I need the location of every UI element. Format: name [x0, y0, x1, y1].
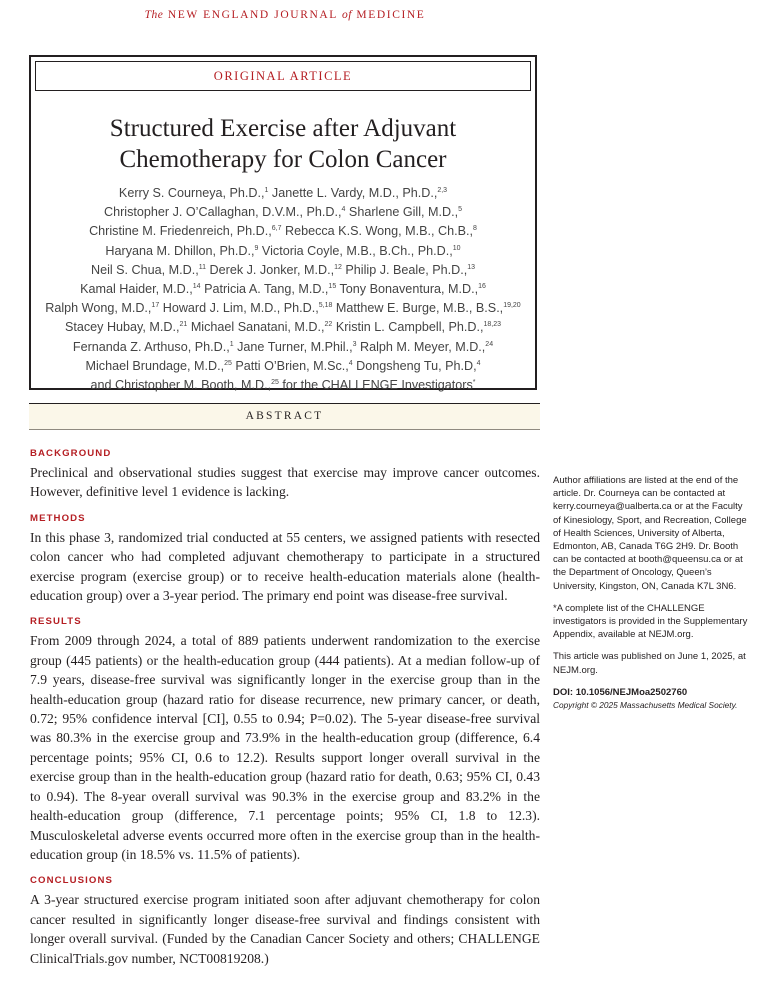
masthead-name-part1: NEW ENGLAND JOURNAL [167, 9, 338, 21]
doi[interactable]: DOI: 10.1056/NEJMoa2502760 [553, 686, 688, 698]
article-type-label: ORIGINAL ARTICLE [213, 69, 353, 83]
author: Christine M. Friedenreich, Ph.D.,$^{6,7}$ [89, 224, 282, 239]
copyright: Copyright © 2025 Massachusetts Medical Society. [553, 700, 738, 711]
abstract-section-results [30, 615, 540, 864]
author: Janette L. Vardy, M.D., Ph.D.,$^{2,3}$ [271, 186, 448, 200]
investigators-note: *A complete list of the CHALLENGE investigators is provided in the Supplementary Appendix, available at NEJM.org. [553, 602, 748, 641]
investigators-footnote-mark: * [472, 379, 476, 387]
author-list [0, 184, 566, 395]
author: Neil S. Chua, M.D.,$^{11}$ [90, 262, 207, 277]
author: Matthew E. Burge, M.B., B.S.,$^{19,20}$ [335, 301, 521, 316]
author: Michael Sanatani, M.D.,$^{22}$ [190, 320, 333, 335]
author: Ralph M. Meyer, M.D.,$^{24}$ [360, 339, 494, 354]
author: Kristin L. Campbell, Ph.D.,$^{18,23}$ [335, 320, 502, 335]
author: Stacey Hubay, M.D.,$^{21}$ [64, 320, 188, 335]
abstract-body [30, 447, 540, 978]
author: Patti O’Brien, M.Sc.,$^4$ [235, 358, 353, 373]
author: Kerry S. Courneya, Ph.D.,$^1$ [118, 186, 269, 200]
masthead-name-part2: MEDICINE [356, 9, 426, 21]
abstract-section-background [30, 447, 540, 502]
author: Rebecca K.S. Wong, M.B., Ch.B.,$^8$ [284, 224, 477, 239]
section-text: From 2009 through 2024, a total of 889 patients underwent randomization to the exercise group (445 patients) or the health-education group (444 patients). At a median follow-up of 7.9 years, disease-free survival was significantly longer in the exercise group than in the health-education group (hazard ratio for disease recurrence, new primary cancer, or death, 0.72; 95% confidence interval [CI], 0.55 to 0.94; P=0.02). The 5-year disease-free survival was 80.3% in the exercise group and 73.9% in the health-education group (difference, 6.4 percentage points; 95% CI, 0.6 to 12.2). Results support longer overall survival in the exercise group than in the health-education group (hazard ratio for death, 0.63; 95% CI, 0.43 to 0.94). The 8-year overall survival was 90.3% in the exercise group and 83.2% in the health-education group (difference, 7.1 percentage points; 95% CI, 1.8 to 12.3). Musculoskeletal adverse events occurred more often in the exercise group than in the health-education group (in 18.5% vs. 11.5% of patients). [30, 633, 540, 862]
title-line-2: Chemotherapy for Colon Cancer [119, 146, 447, 173]
author: Dongsheng Tu, Ph.D,$^4$ [356, 358, 481, 373]
author: Tony Bonaventura, M.D.,$^{16}$ [339, 282, 486, 297]
title-line-1: Structured Exercise after Adjuvant [109, 115, 457, 142]
section-heading: CONCLUSIONS [30, 875, 113, 887]
author: Philip J. Beale, Ph.D.,$^{13}$ [345, 262, 476, 277]
abstract-section-conclusions [30, 874, 540, 968]
author: and Christopher M. Booth, M.D.,$^{25}$ [90, 378, 279, 393]
masthead-of: of [341, 9, 352, 21]
author: Jane Turner, M.Phil.,$^3$ [237, 339, 357, 354]
article-title [0, 113, 566, 175]
author: Derek J. Jonker, M.D.,$^{12}$ [209, 262, 342, 277]
author: Christopher J. O’Callaghan, D.V.M., Ph.D.,$^4$ [103, 205, 346, 220]
author: Fernanda Z. Arthuso, Ph.D.,$^1$ [72, 339, 234, 354]
author: Michael Brundage, M.D.,$^{25}$ [85, 358, 232, 373]
author: Haryana M. Dhillon, Ph.D.,$^9$ [105, 243, 259, 258]
author: Sharlene Gill, M.D.,$^5$ [348, 205, 463, 220]
author: Kamal Haider, M.D.,$^{14}$ [80, 282, 201, 297]
publication-note: This article was published on June 1, 2025, at NEJM.org. [553, 651, 746, 676]
author: Patricia A. Tang, M.D.,$^{15}$ [204, 282, 337, 297]
abstract-section-methods [30, 512, 540, 606]
author: Ralph Wong, M.D.,$^{17}$ [45, 301, 160, 316]
abstract-heading: ABSTRACT [29, 403, 540, 430]
section-text: In this phase 3, randomized trial conducted at 55 centers, we assigned patients with resected colon cancer who had completed adjuvant chemotherapy to participate in a structured exercise program (exercise group) or to receive health-education materials alone (health-education group) over a 3-year period. The primary end point was disease-free survival. [30, 529, 540, 604]
authors-tail: for the CHALLENGE Investigators [282, 378, 473, 393]
journal-masthead [0, 9, 570, 21]
section-heading: RESULTS [30, 616, 82, 628]
author: Victoria Coyle, M.B., B.Ch., Ph.D.,$^{10}$ [261, 243, 461, 258]
author-affiliations-note: Author affiliations are listed at the end of the article. Dr. Courneya can be contacted at kerry.courneya@ualberta.ca or at the Faculty of Kinesiology, Sport, and Recreation, College of Health Sciences, University of Alberta, Edmonton, AB, Canada T6G 2H9. Dr. Booth can be contacted at booth@queensu.ca or at the Department of Oncology, Queen’s University, Kingston, ON, Canada K7L 3N6. [553, 475, 747, 592]
masthead-the: The [144, 9, 164, 21]
sidebar-notes [553, 474, 750, 712]
section-text: Preclinical and observational studies suggest that exercise may improve cancer outcomes. However, definitive level 1 evidence is lacking. [30, 465, 540, 500]
section-text: A 3-year structured exercise program initiated soon after adjuvant chemotherapy for colon cancer resulted in significantly longer disease-free survival and findings consistent with longer overall survival. (Funded by the Canadian Cancer Society and others; CHALLENGE ClinicalTrials.gov number, NCT00819208.) [30, 892, 540, 966]
section-heading: BACKGROUND [30, 448, 112, 459]
section-heading: METHODS [30, 512, 86, 524]
author: Howard J. Lim, M.D., Ph.D.,$^{5,18}$ [162, 301, 333, 316]
